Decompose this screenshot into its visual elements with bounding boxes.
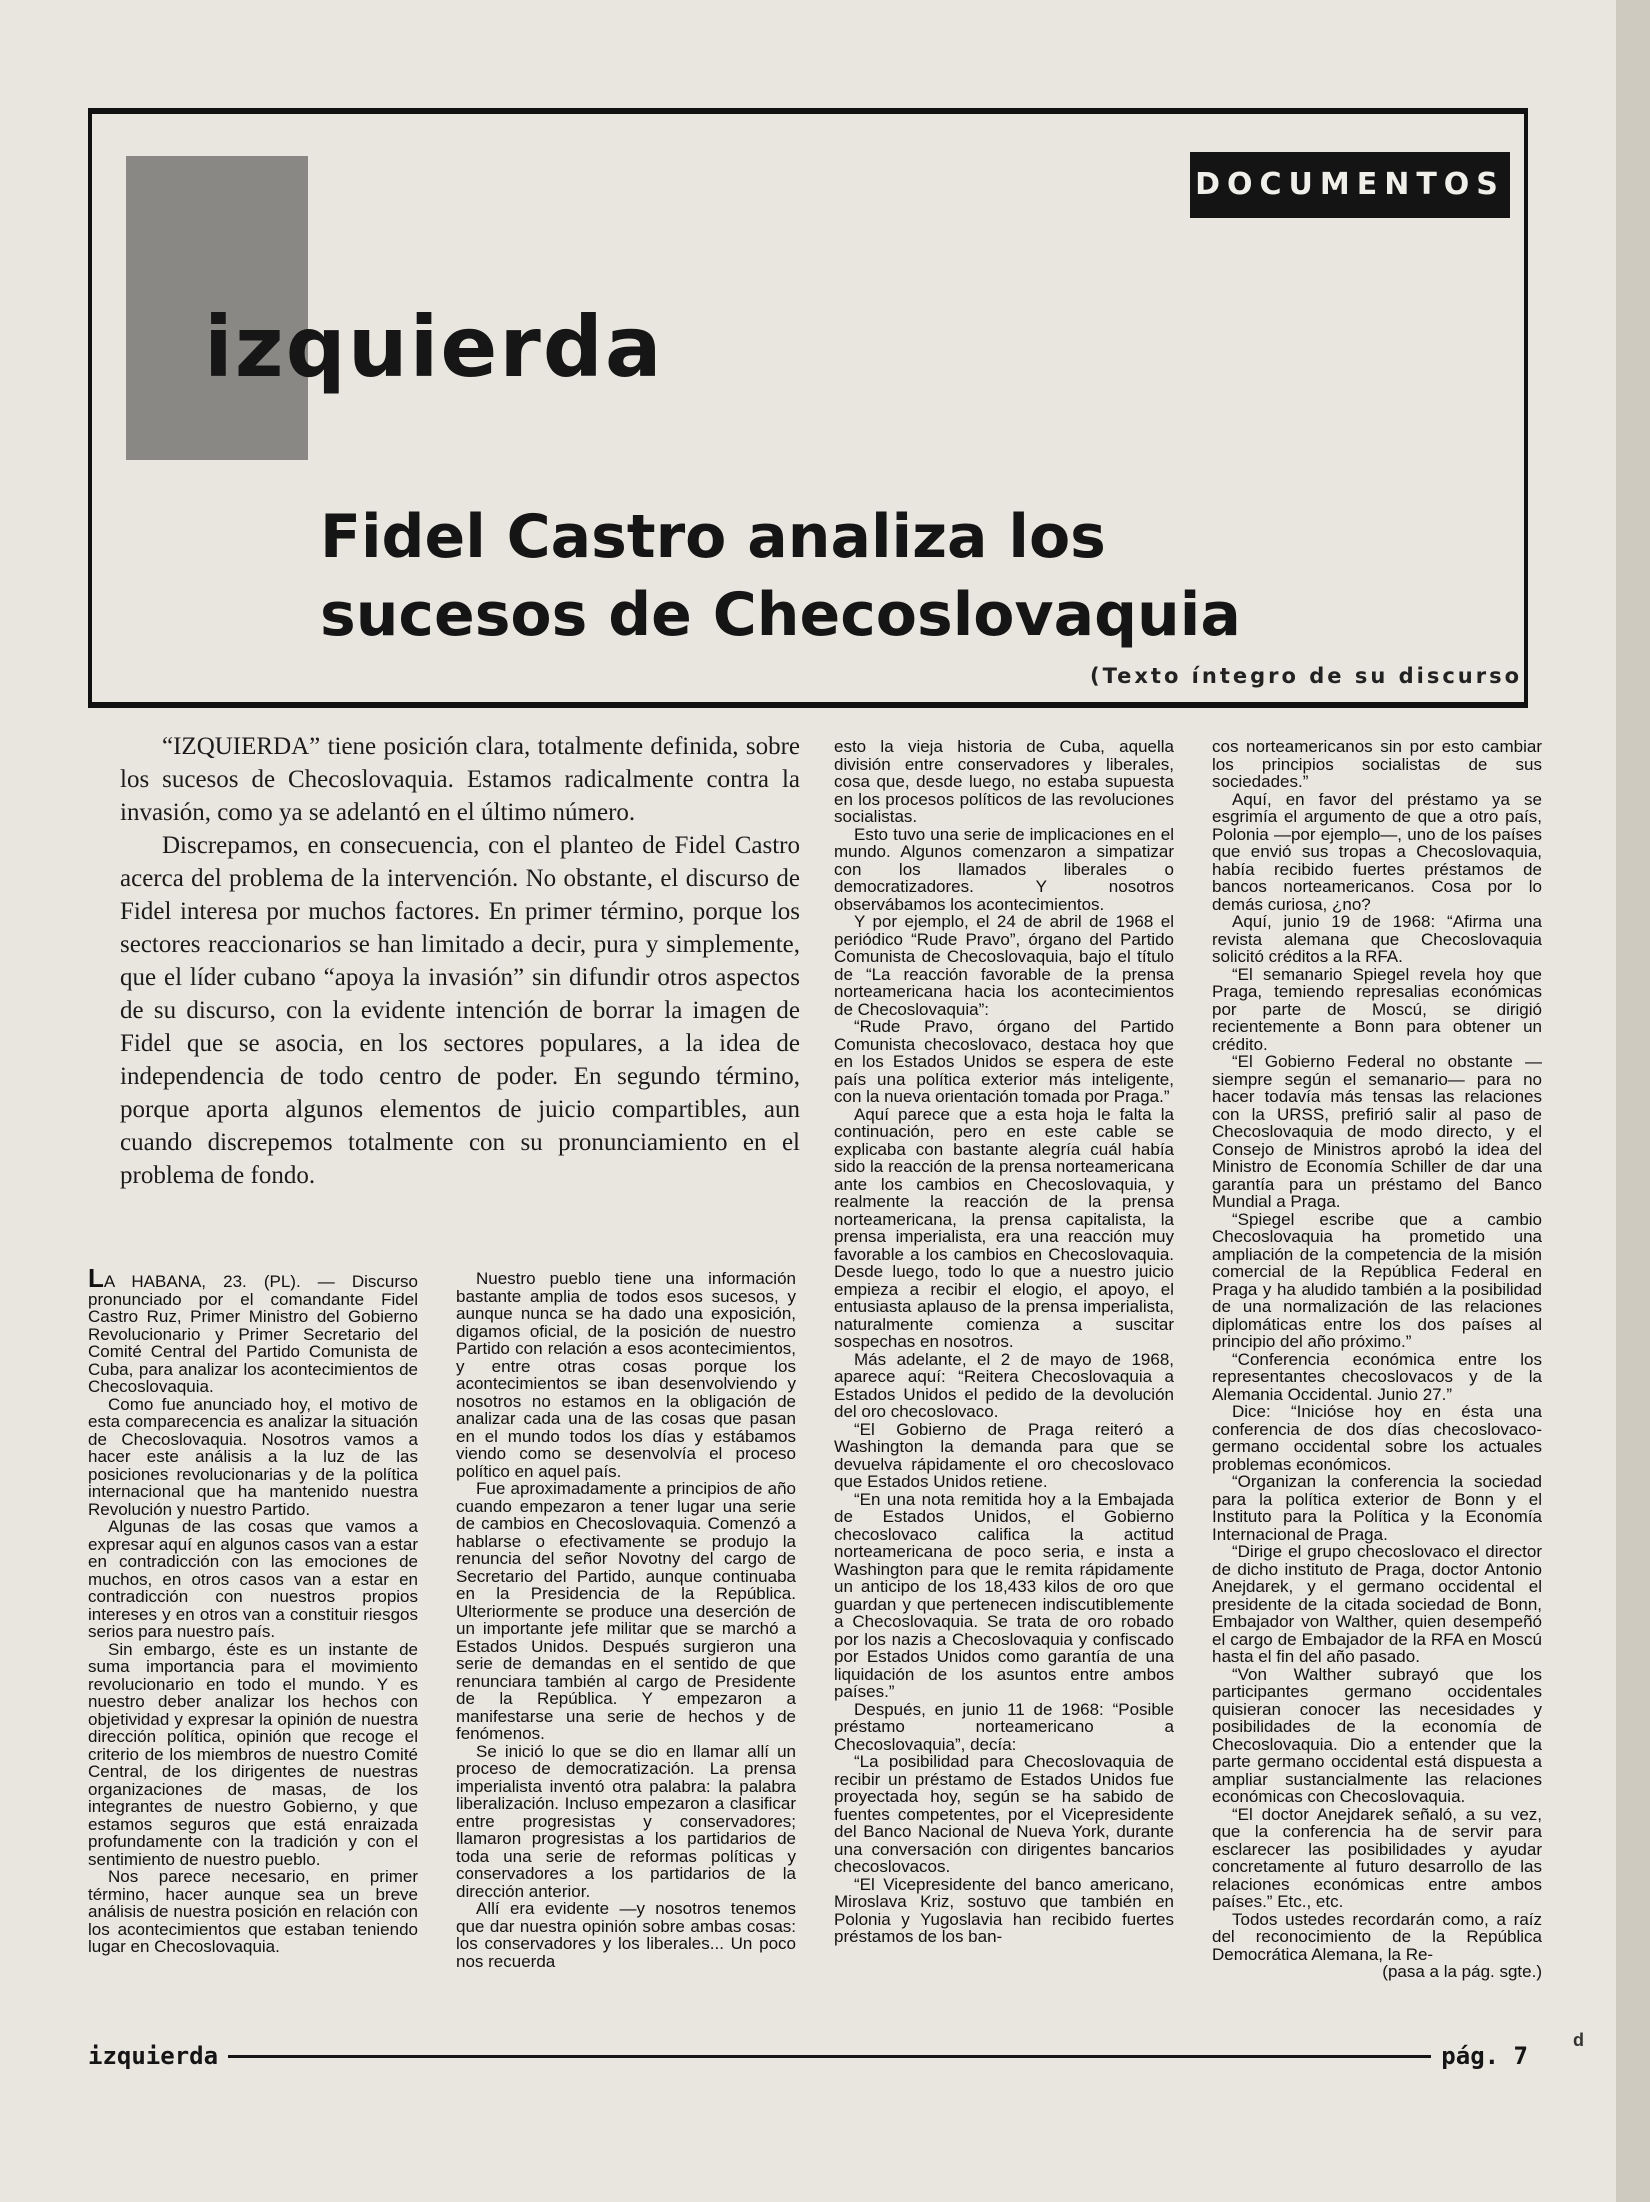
column-paragraph: “El semanario Spiegel revela hoy que Praga, temiendo represalias económicas por parte de Moscú, se dirigió recientemente a Bonn para obtener un crédito.	[1212, 964, 1542, 1054]
column-paragraph: “El doctor Anejdarek señaló, a su vez, que la conferencia ha de servir para esclarecer las posibilidades y ayudar concretamente al futuro desarrollo de las relaciones económicas entre ambos países.” Etc., etc.	[1212, 1804, 1542, 1911]
page-edge	[1616, 0, 1650, 2202]
magazine-logo: izquierda	[204, 298, 664, 396]
column-paragraph: “El Gobierno de Praga reiteró a Washington la demanda para que se devuelva rápidamente el oro checoslovaco que Estados Unidos retiene.	[834, 1419, 1174, 1491]
column-paragraph: Esto tuvo una serie de implicaciones en el mundo. Algunos comenzaron a simpatizar con los llamados liberales o democratizadores. Y nosotros observábamos los acontecimientos.	[834, 824, 1174, 914]
intro-paragraph: “IZQUIERDA” tiene posición clara, totalmente definida, sobre los sucesos de Checoslovaquia. Estamos radicalmente contra la invasión, como ya se adelantó en el último número.	[120, 733, 800, 826]
page-number: pág. 7	[1441, 2042, 1528, 2070]
column-paragraph: Dice: “Inicióse hoy en ésta una conferencia de dos días checoslovaco-germano occidental sobre los actuales problemas económicos.	[1212, 1402, 1542, 1474]
text-column-3	[834, 738, 1174, 1946]
column-paragraph: Aquí parece que a esta hoja le falta la continuación, pero en este cable se explicaba con bastante alegría cuál había sido la reacción de la prensa norteamericana ante los cambios en Checoslovaquia, y realmente la reacción de la prensa norteamericana, la prensa capitalista, la prensa imperialista, era una reacción muy favorable a los cambios en Checoslovaquia. Desde luego, todo lo que a nuestro juicio empieza a recibir el elogio, el apoyo, el entusiasta aplauso de la prensa imperialista, naturalmente comienza a suscitar sospechas en nosotros.	[834, 1104, 1174, 1351]
headline-line-2: sucesos de Checoslovaquia	[320, 580, 1241, 650]
text-column-2	[456, 1270, 796, 1970]
column-paragraph: “La posibilidad para Checoslovaquia de recibir un préstamo de Estados Unidos fue proyectada hoy, según se ha sabido de fuentes competentes, por el Vicepresidente del Banco Nacional de Nueva York, durante una conversación con dirigentes bancarios checoslovacos.	[834, 1752, 1174, 1876]
column-paragraph: Nos parece necesario, en primer término, hacer aunque sea un breve análisis de nuestra posición en relación con los acontecimientos que estaban teniendo lugar en Checoslovaquia.	[88, 1867, 418, 1956]
section-badge: DOCUMENTOS	[1190, 152, 1510, 218]
column-paragraph: Todos ustedes recordarán como, a raíz del reconocimiento de la República Democrática Alemana, la Re-	[1212, 1909, 1542, 1964]
column-paragraph: “Spiegel escribe que a cambio Checoslovaquia ha prometido una ampliación de la competencia de la misión comercial de la República Federal en Praga y ha aludido también a la posibilidad de una normalización de las relaciones diplomáticas entre los dos países al principio del año próximo.”	[1212, 1209, 1542, 1351]
continued-note: (pasa a la pág. sgte.)	[1382, 1962, 1542, 1981]
column-paragraph: “Dirige el grupo checoslovaco el director de dicho instituto de Praga, doctor Antonio Anejdarek, y el germano occidental el presidente de la citada sociedad de Bonn, Embajador von Walther, quien desempeñó el cargo de Embajador de la RFA en Moscú hasta el fin del año pasado.	[1212, 1542, 1542, 1666]
column-paragraph: Como fue anunciado hoy, el motivo de esta comparecencia es analizar la situación de Checoslovaquia. Nosotros vamos a hacer este análisis a la luz de las posiciones revolucionarias y de la política internacional que ha mantenido nuestra Revolución y nuestro Partido.	[88, 1394, 418, 1519]
column-paragraph: Allí era evidente —y nosotros tenemos que dar nuestra opinión sobre ambas cosas: los conservadores y los liberales... Un poco nos recuerda	[456, 1899, 796, 1971]
headline-line-1: Fidel Castro analiza los	[320, 502, 1106, 572]
article-subtitle: (Texto íntegro de su discurso	[1089, 664, 1522, 688]
column-paragraph: cos norteamericanos sin por esto cambiar los principios socialistas de sus sociedades.”	[1212, 737, 1542, 791]
text-column-4	[1212, 738, 1542, 1981]
column-paragraph: Después, en junio 11 de 1968: “Posible préstamo norteamericano a Checoslovaquia”, decía:	[834, 1699, 1174, 1754]
column-paragraph: Aquí, junio 19 de 1968: “Afirma una revista alemana que Checoslovaquia solicitó créditos a la RFA.	[1212, 912, 1542, 966]
article-headline	[320, 498, 1440, 654]
column-paragraph: “Rude Pravo, órgano del Partido Comunista checoslovaco, destaca hoy que en los Estados Unidos se espera de este país una política exterior más inteligente, con la nueva orientación tomada por Praga.”	[834, 1017, 1174, 1106]
column-paragraph	[88, 1263, 418, 1396]
column-paragraph: Algunas de las cosas que vamos a expresar aquí en algunos casos van a estar en contradicción con las emociones de muchos, en otros casos van a estar en contradicción con nuestros propios intereses y en otros van a constituir riesgos serios para nuestro país.	[88, 1517, 418, 1641]
margin-mark: d	[1573, 2030, 1584, 2050]
column-paragraph: Nuestro pueblo tiene una información bastante amplia de todos esos sucesos, y aunque nunca se ha dado una exposición, digamos oficial, de la posición de nuestro Partido con relación a esos acontecimientos, y entre otras cosas porque los acontecimientos se iban desenvolviendo y nosotros no estamos en la obligación de analizar cada una de las cosas que pasan en el mundo todos los días y estábamos viendo como se desenvolvía el proceso político en aquel país.	[456, 1269, 796, 1481]
column-paragraph: Fue aproximadamente a principios de año cuando empezaron a tener lugar una serie de cambios en Checoslovaquia. Comenzó a hablarse o efectivamente se produjo la renuncia del señor Novotny del cargo de Secretario del Partido, aunque continuaba en la Presidencia de la República. Ulteriormente se produce una deserción de un importante jefe militar que se marchó a Estados Unidos. Después surgieron una serie de demandas en el sentido de que renunciara también al cargo de Presidente de la República. Y empezaron a manifestarse una serie de hechos y de fenómenos.	[456, 1479, 796, 1743]
column-paragraph: esto la vieja historia de Cuba, aquella división entre conservadores y liberales, cosa que, desde luego, no estaba supuesta en los procesos políticos de las revoluciones socialistas.	[834, 737, 1174, 826]
column-paragraph: Más adelante, el 2 de mayo de 1968, aparece aquí: “Reitera Checoslovaquia a Estados Unidos el pedido de la devolución del oro checoslovaco.	[834, 1349, 1174, 1421]
dateline-text: A HABANA, 23. (PL). — Discurso pronunciado por el comandante Fidel Castro Ruz, Primer Ministro del Gobierno Revolucionario y Primer Secretario del Comité Central del Partido Comunista de Cuba, para analizar los acontecimientos de Checoslovaquia.	[88, 1272, 418, 1396]
editorial-intro	[120, 730, 800, 1192]
intro-paragraph: Discrepamos, en consecuencia, con el planteo de Fidel Castro acerca del problema de la intervención. No obstante, el discurso de Fidel interesa por muchos factores. En primer término, porque los sectores reaccionarios se han limitado a decir, pura y simplemente, que el líder cubano “apoya la invasión” sin difundir otros aspectos de su discurso, con la evidente intención de borrar la imagen de Fidel que se asocia, en los sectores populares, a la idea de independencia de todo centro de poder. En segundo término, porque aporta algunos elementos de juicio compartibles, aun cuando discrepemos totalmente con su pronunciamiento en el problema de fondo.	[120, 832, 800, 1189]
footer-rule	[228, 2055, 1431, 2058]
column-paragraph: “El Gobierno Federal no obstante —siempre según el semanario— para no hacer todavía más tensas las relaciones con la URSS, prefirió salir al paso de Checoslovaquia de modo directo, y el Consejo de Ministros aprobó la idea del Ministro de Economía Schiller de dar una garantía para un préstamo del Banco Mundial a Praga.	[1212, 1052, 1542, 1211]
column-paragraph: “Von Walther subrayó que los participantes germano occidentales quisieran conocer las necesidades y posibilidades de la economía de Checoslovaquia. Dio a entender que la parte germano occidental está dispuesta a ampliar sustancialmente las relaciones económicas con Checoslovaquia.	[1212, 1664, 1542, 1806]
text-column-1	[88, 1263, 418, 1956]
column-paragraph: “Organizan la conferencia la sociedad para la política exterior de Bonn y el Instituto para la Política y la Economía Internacional de Praga.	[1212, 1472, 1542, 1544]
column-paragraph: “En una nota remitida hoy a la Embajada de Estados Unidos, el Gobierno checoslovaco califica la actitud norteamericana de poco seria, e insta a Washington para que le remita rápidamente un anticipo de los 18,433 kilos de oro que guardan y que pertenecen indiscutiblemente a Checoslovaquia. Se trata de oro robado por los nazis a Checoslovaquia y confiscado por Estados Unidos como garantía de una liquidación de los asuntos entre ambos países.”	[834, 1489, 1174, 1701]
footer-magazine-name: izquierda	[88, 2042, 219, 2070]
page-footer	[88, 2040, 1528, 2072]
column-paragraph: “Conferencia económica entre los representantes checoslovacos y de la Alemania Occidental. Junio 27.”	[1212, 1349, 1542, 1404]
drop-cap: L	[88, 1263, 104, 1293]
column-paragraph: Y por ejemplo, el 24 de abril de 1968 el periódico “Rude Pravo”, órgano del Partido Comunista de Checoslovaquia, bajo el título de “La reacción favorable de la prensa norteamericana hacia los acontecimientos de Checoslovaquia”:	[834, 912, 1174, 1019]
column-paragraph: Se inició lo que se dio en llamar allí un proceso de democratización. La prensa imperialista inventó otra palabra: la palabra liberalización. Incluso empezaron a clasificar entre progresistas y conservadores; llamaron progresistas a los partidarios de toda una serie de reformas políticas y conservadores a los partidarios de la dirección anterior.	[456, 1741, 796, 1901]
column-paragraph: Sin embargo, éste es un instante de suma importancia para el movimiento revolucionario en todo el mundo. Y es nuestro deber analizar los hechos con objetividad y expresar la opinión de nuestra dirección política, opinión que recoge el criterio de los miembros de nuestro Comité Central, de los dirigentes de nuestras organizaciones de masas, de los integrantes de nuestro Gobierno, y que estamos seguros que está enraizada profundamente con la tradición y con el sentimiento de nuestro pueblo.	[88, 1639, 418, 1869]
column-paragraph: “El Vicepresidente del banco americano, Miroslava Kriz, sostuvo que también en Polonia y Yugoslavia han recibido fuertes préstamos de los ban-	[834, 1874, 1174, 1946]
column-paragraph: Aquí, en favor del préstamo ya se esgrimía el argumento de que a otro país, Polonia —por ejemplo—, uno de los países que envió sus tropas a Checoslovaquia, había recibido fuertes préstamos de bancos norteamericanos. Cosa por lo demás curiosa, ¿no?	[1212, 789, 1542, 914]
